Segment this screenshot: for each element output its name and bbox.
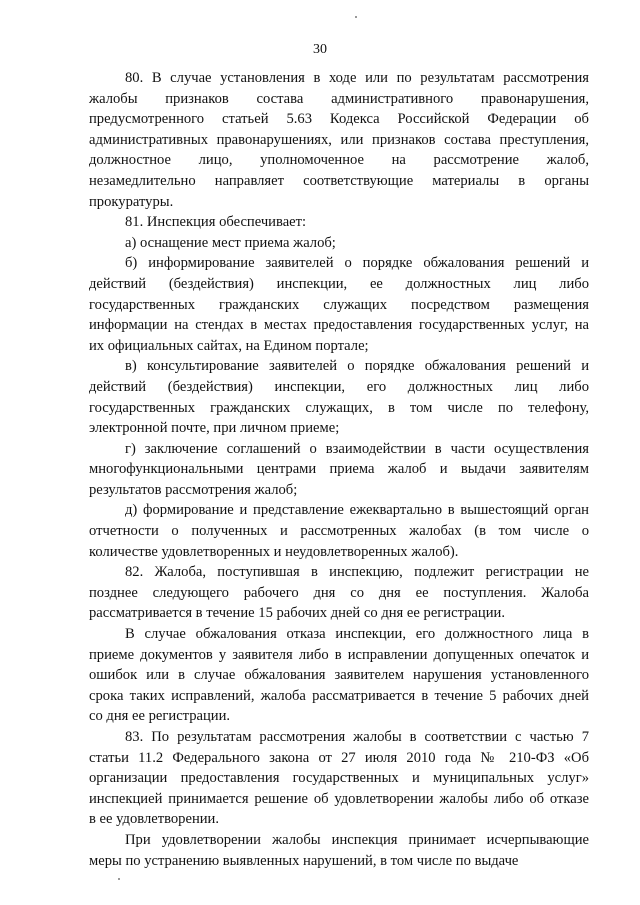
text-line: результатов рассмотрения жалоб; <box>89 481 298 498</box>
text-line: в) консультирование заявителей о порядке обжалования решений и <box>125 358 589 375</box>
paragraph-p81 <box>89 212 589 233</box>
text-line: При удовлетворении жалобы инспекция принимает исчерпывающие <box>125 831 589 848</box>
text-line: многофункциональными центрами приема жалоб и выдачи заявителям <box>89 461 589 478</box>
document-body <box>89 68 589 871</box>
text-line: ошибок или в случае обжалования заявителем нарушения установленного <box>89 667 589 684</box>
text-line: срока таких исправлений, жалоба рассматривается в течение 5 рабочих дней <box>89 687 589 704</box>
text-line: количестве удовлетворенных и неудовлетворенных жалоб). <box>89 543 459 560</box>
text-line: в ее удовлетворении. <box>89 811 220 828</box>
paragraph-p83b <box>89 830 589 871</box>
text-line: 83. По результатам рассмотрения жалобы в соответствии с частью 7 <box>125 729 589 745</box>
paragraph-p82b <box>89 624 589 727</box>
text-line: их официальных сайтах, на Едином портале; <box>89 337 369 354</box>
paragraph-p81b <box>89 253 589 356</box>
paragraph-p81a <box>89 233 589 254</box>
paragraph-p83 <box>89 727 589 830</box>
paragraph-p81v <box>89 356 589 438</box>
text-line: статьи 11.2 Федерального закона от 27 июля 2010 года № 210-ФЗ «Об <box>89 749 589 766</box>
text-line: 81. Инспекция обеспечивает: <box>125 214 307 231</box>
paragraph-p82 <box>89 562 589 624</box>
text-line: а) оснащение мест приема жалоб; <box>125 234 336 251</box>
text-line: государственных гражданских служащих, в том числе по телефону, <box>89 399 589 416</box>
text-line: меры по устранению выявленных нарушений, в том числе по выдаче <box>89 852 519 869</box>
scan-dot <box>355 16 357 18</box>
text-line: государственных гражданских служащих посредством размещения <box>89 296 589 313</box>
text-line: информации на стендах в местах предоставления государственных услуг, на <box>89 317 589 334</box>
text-line: позднее следующего рабочего дня со дня ее поступления. Жалоба <box>89 584 589 601</box>
text-line: прокуратуры. <box>89 193 174 210</box>
text-line: действий (бездействия) инспекции, ее должностных лиц либо <box>89 275 589 292</box>
text-line: отчетности о полученных и рассмотренных жалобах (в том числе о <box>89 523 589 540</box>
text-line: д) формирование и представление ежеквартально в вышестоящий орган <box>125 502 589 519</box>
text-line: инспекцией принимается решение об удовлетворении жалобы либо об отказе <box>89 790 589 807</box>
text-line: административных правонарушениях, или признаков состава преступления, <box>89 131 589 148</box>
text-line: предусмотренного статьей 5.63 Кодекса Российской Федерации об <box>89 111 589 128</box>
text-line: должностное лицо, уполномоченное на рассмотрение жалоб, <box>89 152 589 169</box>
text-line: электронной почте, при личном приеме; <box>89 420 340 437</box>
text-line: В случае обжалования отказа инспекции, его должностного лица в <box>125 626 589 643</box>
text-line: со дня ее регистрации. <box>89 708 231 725</box>
scan-dot <box>118 878 120 880</box>
paragraph-p80 <box>89 68 589 212</box>
paragraph-p81d <box>89 500 589 562</box>
text-line: приеме документов у заявителя либо в исправлении допущенных опечаток и <box>89 646 589 663</box>
text-line: 80. В случае установления в ходе или по результатам рассмотрения <box>125 70 589 86</box>
text-line: организации предоставления государственных и муниципальных услуг» <box>89 770 589 787</box>
page-number: 30 <box>313 42 327 57</box>
text-line: г) заключение соглашений о взаимодействии в части осуществления <box>125 440 589 457</box>
text-line: рассматривается в течение 15 рабочих дней со дня ее регистрации. <box>89 605 505 622</box>
text-line: жалобы признаков состава административного правонарушения, <box>89 90 589 107</box>
text-line: 82. Жалоба, поступившая в инспекцию, подлежит регистрации не <box>125 564 589 581</box>
text-line: незамедлительно направляет соответствующие материалы в органы <box>89 172 589 189</box>
text-line: действий (бездействия) инспекции, его должностных лиц либо <box>89 378 589 395</box>
paragraph-p81g <box>89 439 589 501</box>
text-line: б) информирование заявителей о порядке обжалования решений и <box>125 255 589 272</box>
